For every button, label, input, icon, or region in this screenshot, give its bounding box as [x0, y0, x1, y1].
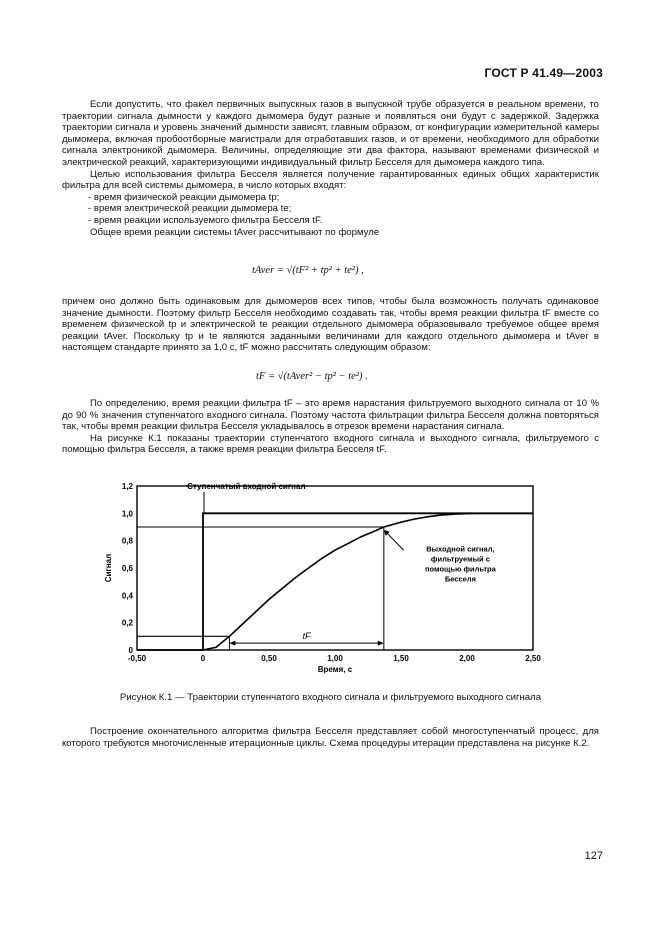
paragraph-filter-design: причем оно должно быть одинаковым для дымомеров всех типов, чтобы была возможность получать одинаковое значение дымности. Поэтому фильтр Бесселя необходимо создавать так, чтобы время реакции фильтра tF вместе со временем физической tp и электрической te реакции отдельного дымомера образовывало требуемое общее время реакции tAver. Поскольку tp и te являются заданными величинами для каждого отдельного дымомера и tAver в настоящем стандарте принято за 1,0 с, tF можно рассчитать следующим образом: — [62, 296, 599, 354]
x-tick-label: 1,50 — [393, 654, 409, 663]
y-tick-label: 0,8 — [121, 536, 133, 546]
list-item-te: - время электрической реакции дымомера te; — [88, 203, 292, 215]
x-tick-label: 0,50 — [261, 654, 277, 663]
x-axis-label: Время, с — [317, 665, 353, 674]
paragraph-definition: По определению, время реакции фильтра tF – это время нарастания фильтруемого выходного сигнала от 10 % до 90 % значения ступенчатого входного сигнала. Поэтому частота фильтрации фильтра Бесселя должна повторяться так, чтобы время реакции фильтра Бесселя укладывалось в отрезок времени нарастания сигнала. — [62, 398, 599, 433]
output-label-line: Выходной сигнал, — [426, 544, 495, 554]
filtered-output-series — [203, 513, 533, 650]
list-item-tp: - время физической реакции дымомера tp; — [88, 191, 280, 203]
tf-arrow-right-head — [378, 641, 384, 646]
page-number: 127 — [584, 850, 603, 862]
paragraph-algorithm: Построение окончательного алгоритма фильтра Бесселя представляет собой многоступенчатый процесс, для которого требуются многочисленные итерационные циклы. Схема процедуры итерации представлена на рисунке К.2. — [62, 726, 599, 749]
x-tick-label: 2,00 — [459, 654, 475, 663]
step-input-label: Ступенчатый входной сигнал — [187, 482, 306, 491]
x-tick-label: 0 — [200, 654, 206, 663]
body-text-top — [62, 99, 599, 238]
paragraph-total-time: Общее время реакции системы tAver рассчитывают по формуле — [90, 226, 380, 238]
paragraph-intro: Если допустить, что факел первичных выпускных газов в выпускной трубе образуется в реальном времени, то траектории сигнала дымности у каждого дымомера будут разные и появляться они будут с задержкой. Задержка траектории сигнала и уровень значений дымности зависят, главным образом, от конфигурации измерительной камеры дымомера, включая пробоотборные магистрали для отработавших газов, и от времени, необходимого для обработки сигнала электроникой дымомера. Величины, определяющие эти два фактора, называют временами физической и электрической реакций, характеризующими индивидуальный фильтр Бесселя для дымомера каждого типа. — [62, 99, 599, 168]
output-label-line: фильтруемый с — [430, 554, 490, 564]
figure-caption: Рисунок К.1 — Траектории ступенчатого входного сигнала и фильтруемого выходного сигнала — [119, 692, 542, 703]
formula-total-time: tAver = √(tF² + tp² + te²) , — [252, 265, 364, 276]
list-item-tf: - время реакции используемого фильтра Бесселя tF. — [88, 214, 323, 226]
document-header: ГОСТ Р 41.49—2003 — [484, 66, 603, 80]
y-tick-label: 0,6 — [121, 564, 133, 573]
paragraph-purpose: Целью использования фильтра Бесселя является получение гарантированных единых общих характеристик фильтра для всей системы дымомера, в число которых входят: — [62, 168, 599, 192]
y-tick-label: 0 — [128, 646, 133, 655]
body-text-bottom — [62, 726, 599, 749]
y-tick-label: 0,2 — [121, 618, 133, 628]
x-tick-label: 2,50 — [525, 654, 541, 663]
tf-label: tF — [302, 631, 311, 642]
body-text-definition — [62, 398, 599, 456]
x-tick-label: 1,00 — [327, 654, 343, 663]
paragraph-figure-ref: На рисунке К.1 показаны траектории ступенчатого входного сигнала и выходного сигнала, фильтруемого с помощью фильтра Бесселя, а также время реакции фильтра Бесселя tF. — [62, 432, 599, 456]
tf-arrow-left-head — [229, 641, 235, 646]
formula-filter-time: tF = √(tAver² − tp² − te²) . — [256, 371, 368, 382]
y-tick-label: 1,0 — [121, 509, 133, 519]
bessel-filter-chart — [0, 470, 661, 690]
y-axis-label: Сигнал — [104, 553, 113, 583]
y-tick-label: 0,4 — [121, 591, 133, 601]
y-tick-label: 1,2 — [121, 482, 133, 491]
x-tick-label: -0,50 — [127, 654, 147, 663]
body-text-middle — [62, 296, 599, 354]
output-label-line: помощью фильтра — [425, 564, 496, 574]
output-label-line: Бесселя — [444, 574, 476, 584]
